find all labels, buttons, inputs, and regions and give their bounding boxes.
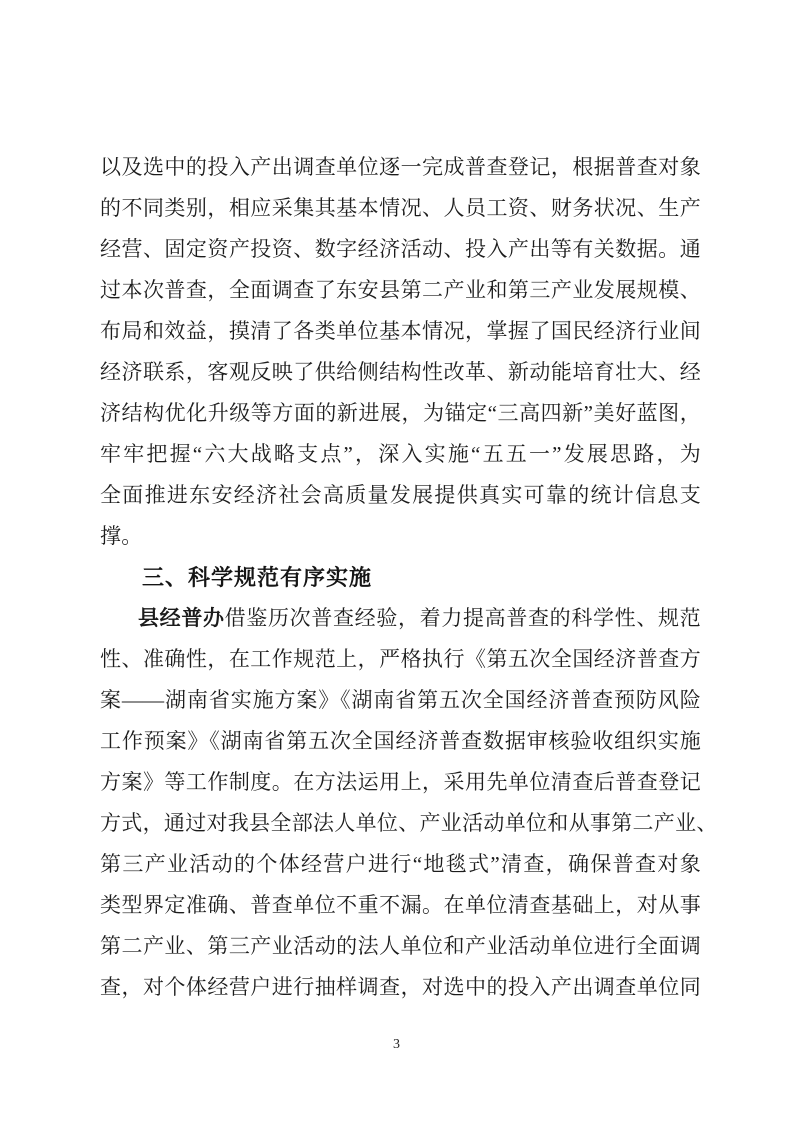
text-line: 第二产业、第三产业活动的法人单位和产业活动单位进行全面调 xyxy=(100,934,701,958)
text-line: 工作预案》《湖南省第五次全国经济普查数据审核验收组织实施 xyxy=(100,729,701,753)
bold-lead-text: 县经普办 xyxy=(138,606,225,630)
text-line: 方式，通过对我县全部法人单位、产业活动单位和从事第二产业、 xyxy=(100,811,718,835)
paragraph-continued xyxy=(100,147,701,557)
text-line: 布局和效益，摸清了各类单位基本情况，掌握了国民经济行业间 xyxy=(100,319,701,343)
text-line: 类型界定准确、普查单位不重不漏。在单位清查基础上，对从事 xyxy=(100,893,701,917)
text-line: 案——湖南省实施方案》《湖南省第五次全国经济普查预防风险 xyxy=(100,688,701,712)
text-line: 牢牢把握“六大战略支点”，深入实施“五五一”发展思路，为 xyxy=(100,442,701,466)
text-line: 性、准确性，在工作规范上，严格执行《第五次全国经济普查方 xyxy=(100,647,701,671)
section-heading: 三、科学规范有序实施 xyxy=(142,565,373,590)
text-line: 方案》等工作制度。在方法运用上，采用先单位清查后普查登记 xyxy=(100,770,701,794)
text-line: 县经普办借鉴历次普查经验，着力提高普查的科学性、规范 xyxy=(138,606,701,630)
text-line: 经营、固定资产投资、数字经济活动、投入产出等有关数据。通 xyxy=(100,237,701,261)
page-number: 3 xyxy=(393,1037,400,1052)
text-line: 查，对个体经营户进行抽样调查，对选中的投入产出调查单位同 xyxy=(100,975,701,999)
text-line: 的不同类别，相应采集其基本情况、人员工资、财务状况、生产 xyxy=(100,196,701,220)
text-line: 济结构优化升级等方面的新进展，为锚定“三高四新”美好蓝图， xyxy=(100,401,701,425)
paragraph-section-three xyxy=(100,598,718,1008)
text-line: 经济联系，客观反映了供给侧结构性改革、新动能培育壮大、经 xyxy=(100,360,701,384)
text-line: 以及选中的投入产出调查单位逐一完成普查登记，根据普查对象 xyxy=(100,155,701,179)
text-line: 全面推进东安经济社会高质量发展提供真实可靠的统计信息支 xyxy=(100,483,701,507)
text-line: 过本次普查，全面调查了东安县第二产业和第三产业发展规模、 xyxy=(100,278,701,302)
document-body xyxy=(100,147,718,1008)
text-line: 第三产业活动的个体经营户进行“地毯式”清查，确保普查对象 xyxy=(100,852,701,876)
text-line: 撑。 xyxy=(100,524,143,548)
